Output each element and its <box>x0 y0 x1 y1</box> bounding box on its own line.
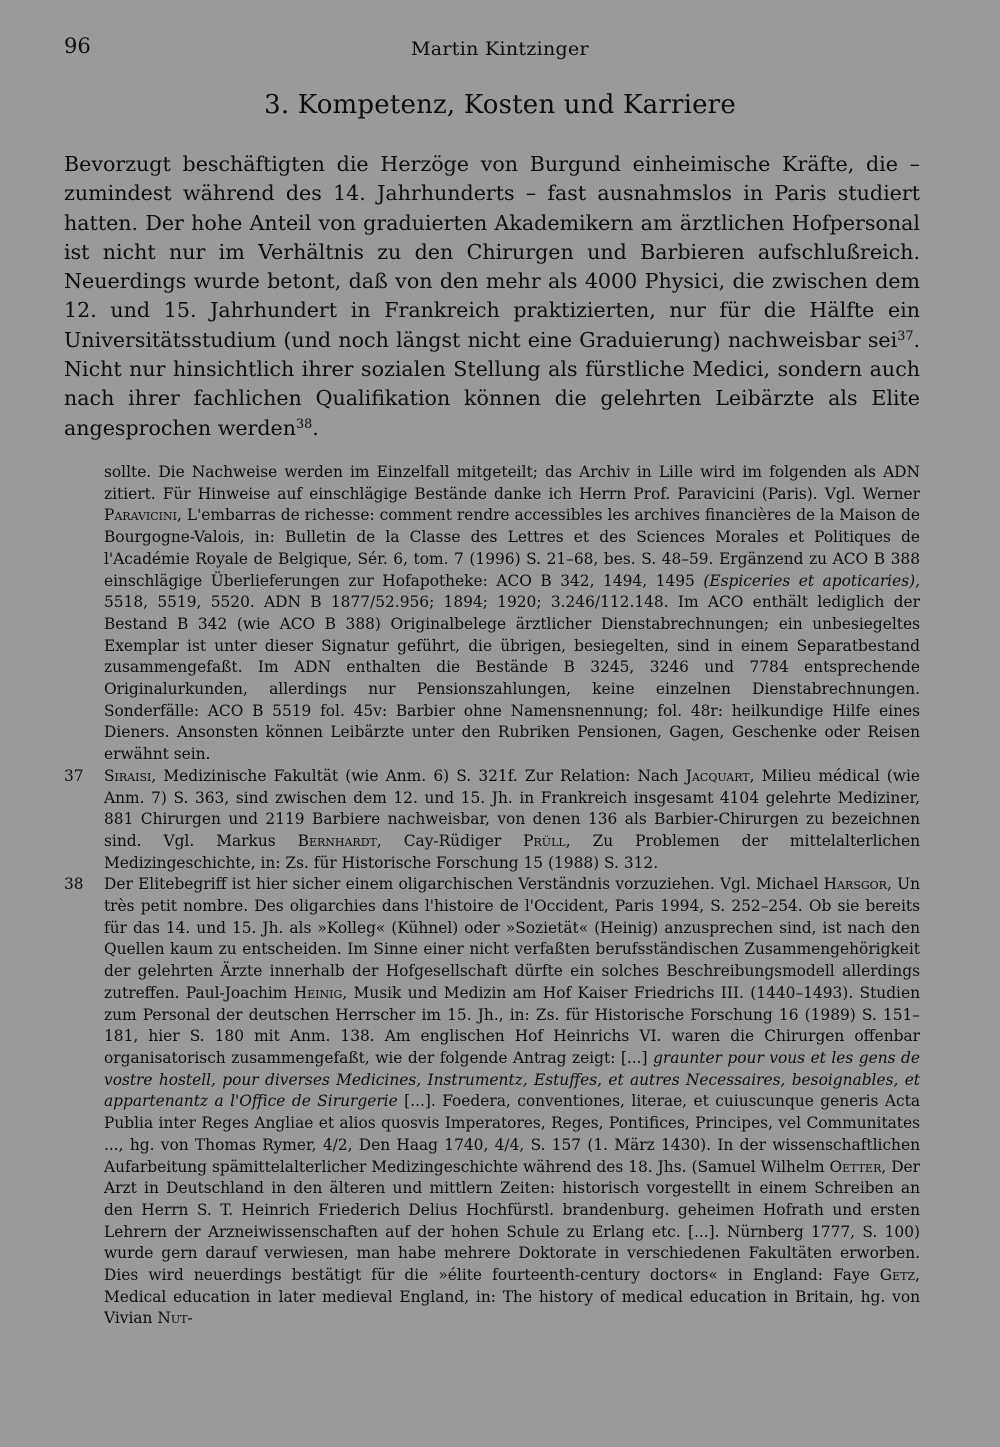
footnote-text: , Un très petit nombre. Des oligarchies dans l'histoire de l'Occident, Paris 1994, S. 252–254. Ob sie bereits für das 14. und 15. Jh. als »Kolleg« (Kühnel) oder »Sozietät« (Heinig) anzusprechen sind, ist nach den Quellen kaum zu entscheiden. Im Sinne einer nicht verfaßten berufsständischen Zusammengehörigkeit der gelehrten Ärzte innerhalb der Hofgesellschaft dürfte ein solches Beschreibungsmodell allerdings zutreffen. Paul-Joachim <box>104 875 920 1002</box>
author-name: Oetter <box>829 1157 882 1176</box>
author-name: Siraisi <box>104 766 152 785</box>
body-text-part: . Nicht nur hinsichtlich ihrer sozialen Stellung als fürstliche Medici, sondern auch nach ihrer fachlichen Qualifikation können die gelehrten Leibärzte als Elite angesprochen werden <box>64 327 920 440</box>
footnote-text: , Medical education in later medieval England, in: The history of medical education in Britain, hg. von Vivian <box>104 1266 920 1328</box>
footnotes <box>64 462 920 1330</box>
footnote-37 <box>64 766 920 875</box>
footnote-text: , Musik und Medizin am Hof Kaiser Friedrichs III. (1440–1493). Studien zum Personal der deutschen Herrscher im 15. Jh., in: Zs. für Historische Forschung 16 (1989) S. 151–181, hier S. 180 mit Anm. 138. Am englischen Hof Heinrichs VI. waren die Chirurgen offenbar organisatorisch zusammengefaßt, wie der folgende Antrag zeigt: [...] <box>104 983 920 1067</box>
footnote-text: , Der Arzt in Deutschland in den älteren und mittlern Zeiten: historisch vorgestellt in einem Schreiben an den Herrn S. T. Heinrich Friederich Delius Hochfürstl. brandenburg. geheimen Hofrath und ersten Lehrern der Arzneiwissenschaften auf der hohen Schule zu Erlang etc. [...]. Nürnberg 1777, S. 100) wurde gern darauf verwiesen, man habe mehrere Doktorate in verschiedenen Fakultäten erworben. Dies wird neuerdings bestätigt für die »élite fourteenth-century doctors« in England: Faye <box>104 1157 920 1285</box>
footnote-38 <box>64 874 920 1330</box>
author-name: Harsgor <box>823 875 887 894</box>
section-title: 3. Kompetenz, Kosten und Karriere <box>264 90 736 120</box>
running-head: Martin Kintzinger <box>411 38 589 60</box>
footnote-text: sollte. Die Nachweise werden im Einzelfall mitgeteilt; das Archiv in Lille wird im folgenden als ADN zitiert. Für Hinweise auf einschlägige Bestände danke ich Herrn Prof. Paravicini (Paris). Vgl. Werner <box>104 463 920 503</box>
body-paragraph <box>64 150 920 443</box>
author-name: Heinig <box>293 983 343 1002</box>
footnote-text: , L'embarras de richesse: comment rendre accessibles les archives financières de la Maison de Bourgogne-Valois, in: Bulletin de la Classe des Lettres et des Sciences Morales et Politiques de l'Académie Royale de Belgique, Sér. 6, tom. 7 (1996) S. 21–68, bes. S. 48–59. Ergänzend zu ACO B 388 einschlägige Überlieferungen zur Hofapotheke: ACO B 342, 1494, 1495 <box>104 506 920 590</box>
author-name: Prüll <box>523 831 566 850</box>
author-name: Bernhardt <box>297 831 377 850</box>
italic-text: graunter pour vous et les gens de vostre hostell, pour diverses Medicines, Instrumentz, Estuffes, et autres Necessaires, besoignables, et appartenantz a l'Office de Sirurgerie <box>104 1048 921 1111</box>
footnote-ref-37: 37 <box>897 328 914 344</box>
italic-text: (Espiceries et apoticaries), <box>703 571 920 590</box>
body-text-part: Bevorzugt beschäftigten die Herzöge von Burgund einheimische Kräfte, die – zumindest während des 14. Jahrhunderts – fast ausnahmslos in Paris studiert hatten. Der hohe Anteil von graduierten Akademikern am ärztlichen Hofpersonal ist nicht nur im Verhältnis zu den Chirurgen und Barbieren aufschlußreich. Neuerdings wurde betont, daß von den mehr als 4000 Physici, die zwischen dem 12. und 15. Jahrhundert in Frankreich praktizierten, nur für die Hälfte ein Universitätsstudium (und noch längst nicht eine Graduierung) nachweisbar sei <box>64 152 920 352</box>
body-text-part: . <box>312 415 319 440</box>
footnote-text: Der Elitebegriff ist hier sicher einem oligarchischen Verständnis vorzuziehen. Vgl. Michael <box>104 875 824 894</box>
footnote-text: , Cay-Rüdiger <box>376 831 524 850</box>
author-name: Getz <box>879 1266 916 1285</box>
footnote-continuation <box>64 462 920 766</box>
footnote-number: 38 <box>64 875 84 894</box>
author-name: Paravicini <box>104 506 177 525</box>
footnote-text: 5518, 5519, 5520. ADN B 1877/52.956; 1894; 1920; 3.246/112.148. Im ACO enthält lediglich der Bestand B 342 (wie ACO B 388) Originalbelege ärztlicher Dienstabrechnungen; ein unbesiegeltes Exemplar ist unter dieser Signatur geführt, die übrigen, besiegelten, sind in einem Separatbestand zusammengefaßt. Im ADN enthalten die Bestände B 3245, 3246 und 7784 entsprechende Originalurkunden, allerdings nur Pensionszahlungen, keine einzelnen Dienstabrechnungen. Sonderfälle: ACO B 5519 fol. 45v: Barbier ohne Namensnennung; fol. 48r: heilkundige Hilfe eines Dieners. Ansonsten können Leibärzte unter den Rubriken Pensionen, Gagen, Geschenke oder Reisen erwähnt sein. <box>104 593 920 764</box>
footnote-text: , Milieu médical (wie Anm. 7) S. 363, sind zwischen dem 12. und 15. Jh. in Frankreich insgesamt 4104 gelehrte Mediziner, 881 Chirurgen und 2119 Barbiere nachweisbar, von denen 136 als Barbier-Chirurgen zu bezeichnen sind. Vgl. Markus <box>104 766 920 850</box>
footnote-ref-38: 38 <box>296 416 313 432</box>
author-name: Nut- <box>157 1309 193 1328</box>
page-number: 96 <box>64 34 91 58</box>
footnote-number: 37 <box>64 766 84 785</box>
footnote-text: , Medizinische Fakultät (wie Anm. 6) S. 321f. Zur Relation: Nach <box>151 766 686 785</box>
footnote-text: [...]. Foedera, conventiones, literae, et cuiuscunque generis Acta Publia inter Reges Angliae et alios quosvis Imperatores, Reges, Pontifices, Principes, vel Communitates ..., hg. von Thomas Rymer, 4/2, Den Haag 1740, 4/4, S. 157 (1. März 1430). In der wissenschaftlichen Aufarbeitung spämittelalterlicher Medizingeschichte während des 18. Jhs. (Samuel Wilhelm <box>104 1092 920 1176</box>
footnote-text: , Zu Problemen der mittelalterlichen Medizingeschichte, in: Zs. für Historische Forschung 15 (1988) S. 312. <box>104 831 920 872</box>
author-name: Jacquart <box>685 766 750 785</box>
